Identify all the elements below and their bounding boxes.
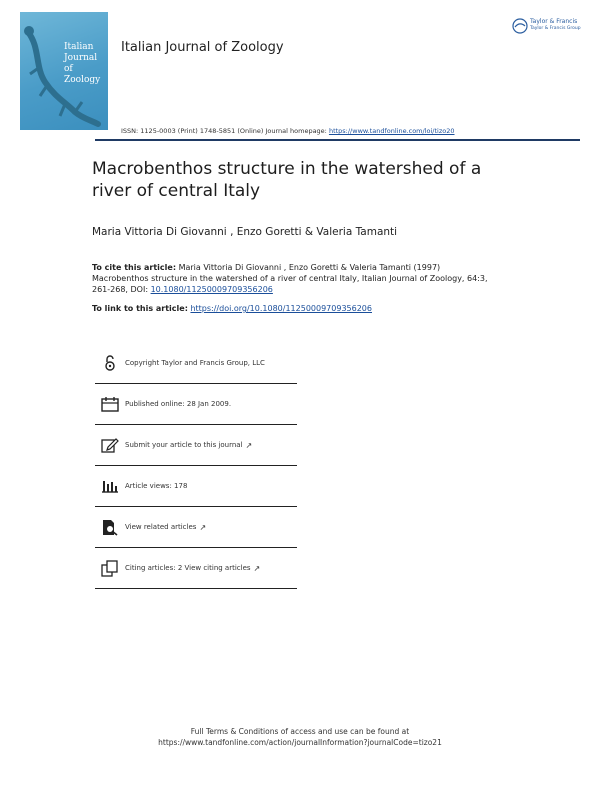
- copyright-label: Copyright Taylor and Francis Group, LLC: [125, 359, 265, 367]
- article-views-label: Article views: 178: [125, 482, 188, 490]
- article-link-block: [92, 304, 372, 313]
- article-info-list: [95, 343, 297, 589]
- header-divider: [95, 139, 580, 141]
- cite-label: To cite this article:: [92, 263, 177, 272]
- article-views-item: [95, 466, 297, 507]
- published-online-label: Published online: 28 Jan 2009.: [125, 400, 232, 408]
- submit-article-item[interactable]: [95, 425, 297, 466]
- issn-text: ISSN: 1125-0003 (Print) 1748-5851 (Online) Journal homepage:: [121, 127, 327, 135]
- article-doi-url[interactable]: https://doi.org/10.1080/11250009709356206: [190, 304, 372, 313]
- citing-articles-label[interactable]: Citing articles: 2 View citing articles: [125, 564, 251, 572]
- citation-block: [92, 262, 492, 295]
- open-access-lock-icon: [99, 354, 121, 372]
- journal-homepage-link[interactable]: https://www.tandfonline.com/loi/tizo20: [328, 127, 455, 135]
- submit-article-label[interactable]: Submit your article to this journal: [125, 441, 243, 449]
- article-authors: Maria Vittoria Di Giovanni , Enzo Goretti & Valeria Tamanti: [92, 226, 398, 238]
- link-label: To link to this article:: [92, 304, 188, 313]
- article-title: Macrobenthos structure in the watershed of a river of central Italy: [92, 159, 482, 201]
- external-link-icon: ↗: [245, 440, 253, 450]
- related-articles-item[interactable]: [95, 507, 297, 548]
- external-link-icon: ↗: [253, 563, 261, 573]
- publisher-logo[interactable]: [510, 16, 585, 38]
- doi-link[interactable]: 10.1080/11250009709356206: [150, 285, 273, 294]
- search-document-icon: [99, 518, 121, 536]
- footer-terms-url[interactable]: https://www.tandfonline.com/action/journalInformation?journalCode=tizo21: [158, 738, 442, 747]
- cite-text: Maria Vittoria Di Giovanni , Enzo Goretti & Valeria Tamanti (1997) Macrobenthos structure in the watershed of a river of central Italy, Italian Journal of Zoology, 64:3, 261-268, DOI:: [92, 263, 488, 294]
- footer-terms-line: Full Terms & Conditions of access and use can be found at: [190, 727, 410, 736]
- citing-articles-icon: [99, 559, 121, 577]
- citing-articles-item[interactable]: [95, 548, 297, 589]
- publisher-logo-name: Taylor & Francis: [530, 18, 578, 25]
- journal-title[interactable]: Italian Journal of Zoology: [121, 40, 284, 55]
- footer-terms: [0, 726, 600, 748]
- external-link-icon: ↗: [199, 522, 207, 532]
- calendar-icon: [99, 395, 121, 413]
- publisher-logo-icon: [512, 18, 528, 34]
- edit-icon: [99, 436, 121, 454]
- cover-title: Italian Journal of Zoology: [64, 42, 101, 85]
- journal-cover-image: [20, 12, 108, 130]
- copyright-item: [95, 343, 297, 384]
- issn-line: [121, 127, 455, 135]
- related-articles-label[interactable]: View related articles: [125, 523, 197, 531]
- publisher-logo-group: Taylor & Francis Group: [530, 26, 581, 31]
- bar-chart-icon: [99, 477, 121, 495]
- published-online-item: [95, 384, 297, 425]
